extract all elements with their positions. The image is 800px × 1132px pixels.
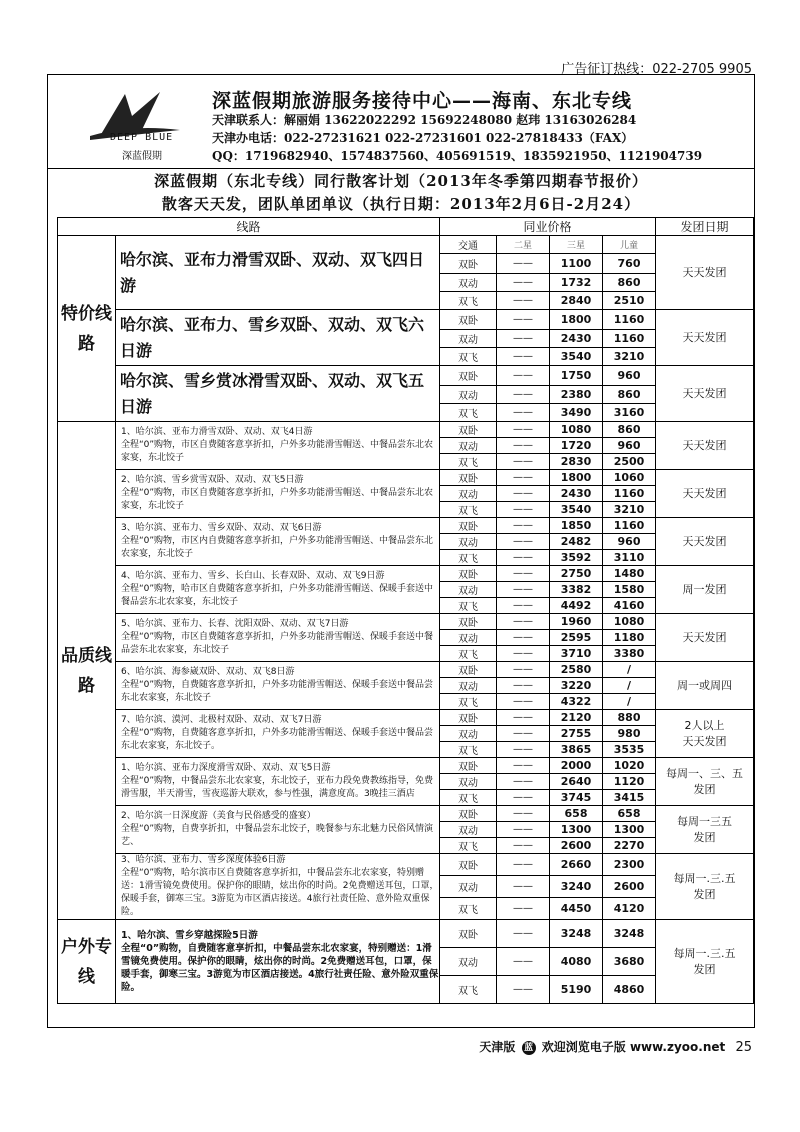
table-row — [58, 366, 754, 386]
two-star-cell: —— — [497, 726, 550, 742]
three-star-price: 3540 — [550, 348, 603, 366]
child-price: 960 — [603, 534, 656, 550]
child-price: 1160 — [603, 330, 656, 348]
child-price: 3110 — [603, 550, 656, 566]
depart-text: 每周一.三.五 发团 — [656, 854, 754, 920]
child-price: 960 — [603, 366, 656, 386]
two-star-cell: —— — [497, 710, 550, 726]
three-star-price: 1800 — [550, 470, 603, 486]
two-star-cell: —— — [497, 742, 550, 758]
two-star-cell: —— — [497, 614, 550, 630]
three-star-price: 1800 — [550, 310, 603, 330]
three-star-price: 4450 — [550, 898, 603, 920]
child-price: 860 — [603, 386, 656, 404]
header-price: 同业价格 — [440, 218, 656, 236]
transport-cell: 双飞 — [440, 838, 497, 854]
route-text: 1、哈尔滨、雪乡穿越探险5日游 全程“0”购物，自费随客意享折扣，中餐品尝东北农家宴，特别赠送：1滑雪镜免费使用。保护你的眼睛，炫出你的时尚。2免费赠送耳包，口罩，保暖手套，御寒三宝。3游览为市区酒店接送。4旅行社责任险、意外险双重保险。 — [116, 920, 440, 1004]
three-star-price: 4322 — [550, 694, 603, 710]
transport-cell: 双动 — [440, 386, 497, 404]
two-star-cell: —— — [497, 550, 550, 566]
contact-line: 天津联系人：解丽娟 13622022292 15692248080 赵玮 13163026284 — [212, 113, 637, 127]
depart-text: 天天发团 — [656, 422, 754, 470]
child-price: 2270 — [603, 838, 656, 854]
route-text: 5、哈尔滨、亚布力、长春、沈阳双卧、双动、双飞7日游 全程“0”购物，市区自费随客意享折扣，户外多功能滑雪帽送、保暖手套送中餐品尝东北农家宴，东北饺子 — [116, 614, 440, 662]
two-star-cell: —— — [497, 386, 550, 404]
child-price: 1120 — [603, 774, 656, 790]
child-price: 4860 — [603, 976, 656, 1004]
three-star-price: 3248 — [550, 920, 603, 948]
three-star-price: 1960 — [550, 614, 603, 630]
child-price: 2510 — [603, 292, 656, 310]
child-price: 3535 — [603, 742, 656, 758]
child-price: 1480 — [603, 566, 656, 582]
depart-text: 每周一、三、五 发团 — [656, 758, 754, 806]
two-star-cell: —— — [497, 534, 550, 550]
transport-cell: 双飞 — [440, 550, 497, 566]
child-price: 1020 — [603, 758, 656, 774]
two-star-cell: —— — [497, 694, 550, 710]
transport-cell: 双飞 — [440, 742, 497, 758]
transport-cell: 双动 — [440, 678, 497, 694]
child-price: 1080 — [603, 614, 656, 630]
two-star-cell: —— — [497, 274, 550, 292]
transport-cell: 双卧 — [440, 614, 497, 630]
plan-subtitle: 散客天天发，团队单团单议（执行日期：2013年2月6日-2月24） — [161, 195, 641, 213]
transport-cell: 双飞 — [440, 898, 497, 920]
child-price: / — [603, 662, 656, 678]
transport-cell: 双卧 — [440, 806, 497, 822]
brand-title: 深蓝假期旅游服务接待中心——海南、东北专线 — [212, 90, 633, 112]
child-price: 1160 — [603, 310, 656, 330]
header-two-star: 二星 — [497, 236, 550, 254]
two-star-cell: —— — [497, 348, 550, 366]
route-text: 1、哈尔滨、亚布力深度滑雪双卧、双动、双飞5日游 全程“0”购物，中餐品尝东北农家宴，东北饺子，亚布力段免费教练指导，免费滑雪服，半天滑雪，雪夜巡游大联欢，参与性强，满意度高。3晚挂三酒店 — [116, 758, 440, 806]
transport-cell: 双动 — [440, 726, 497, 742]
child-price: 760 — [603, 254, 656, 274]
qq-line: QQ：1719682940、1574837560、405691519、1835921950、1121904739 — [212, 149, 703, 163]
transport-cell: 双动 — [440, 876, 497, 898]
table-row — [58, 758, 754, 774]
three-star-price: 2580 — [550, 662, 603, 678]
header-depart: 发团日期 — [656, 218, 754, 236]
transport-cell: 双卧 — [440, 920, 497, 948]
transport-cell: 双飞 — [440, 404, 497, 422]
three-star-price: 2840 — [550, 292, 603, 310]
route-text: 4、哈尔滨、亚布力、雪乡、长白山、长春双卧、双动、双飞9日游 全程“0”购物，哈市区自费随客意享折扣，户外多功能滑雪帽送、保暖手套送中餐品尝东北农家宴，东北饺子 — [116, 566, 440, 614]
three-star-price: 1850 — [550, 518, 603, 534]
three-star-price: 3382 — [550, 582, 603, 598]
child-price: 860 — [603, 274, 656, 292]
child-price: 1160 — [603, 486, 656, 502]
plan-title: 深蓝假期（东北专线）同行散客计划（2013年冬季第四期春节报价） — [154, 172, 648, 190]
transport-cell: 双卧 — [440, 470, 497, 486]
three-star-price: 5190 — [550, 976, 603, 1004]
child-price: 980 — [603, 726, 656, 742]
three-star-price: 3220 — [550, 678, 603, 694]
child-price: / — [603, 678, 656, 694]
two-star-cell: —— — [497, 854, 550, 876]
logo-english: DEEP BLUE — [110, 132, 174, 143]
transport-cell: 双飞 — [440, 348, 497, 366]
transport-cell: 双卧 — [440, 710, 497, 726]
transport-cell: 双飞 — [440, 292, 497, 310]
three-star-price: 2660 — [550, 854, 603, 876]
deep-blue-logo-icon — [70, 86, 190, 156]
route-text: 哈尔滨、雪乡赏冰滑雪双卧、双动、双飞五日游 — [116, 366, 440, 422]
child-price: 3248 — [603, 920, 656, 948]
two-star-cell: —— — [497, 646, 550, 662]
three-star-price: 2750 — [550, 566, 603, 582]
transport-cell: 双卧 — [440, 518, 497, 534]
table-row — [58, 310, 754, 330]
two-star-cell: —— — [497, 598, 550, 614]
child-price: 4120 — [603, 898, 656, 920]
three-star-price: 3865 — [550, 742, 603, 758]
two-star-cell: —— — [497, 310, 550, 330]
table-row — [58, 662, 754, 678]
two-star-cell: —— — [497, 486, 550, 502]
transport-cell: 双动 — [440, 948, 497, 976]
transport-cell: 双动 — [440, 534, 497, 550]
two-star-cell: —— — [497, 366, 550, 386]
table-row — [58, 806, 754, 822]
depart-text: 天天发团 — [656, 366, 754, 422]
two-star-cell: —— — [497, 876, 550, 898]
transport-cell: 双动 — [440, 822, 497, 838]
three-star-price: 2640 — [550, 774, 603, 790]
header-child: 儿童 — [603, 236, 656, 254]
transport-cell: 双动 — [440, 630, 497, 646]
depart-text: 天天发团 — [656, 518, 754, 566]
transport-cell: 双飞 — [440, 790, 497, 806]
two-star-cell: —— — [497, 630, 550, 646]
route-text: 7、哈尔滨、漠河、北极村双卧、双动、双飞7日游 全程“0”购物，自费随客意享折扣，户外多功能滑雪帽送、保暖手套送中餐品尝东北农家宴，东北饺子。 — [116, 710, 440, 758]
three-star-price: 1720 — [550, 438, 603, 454]
three-star-price: 1750 — [550, 366, 603, 386]
category-outdoor: 户外专线 — [58, 920, 116, 1004]
two-star-cell: —— — [497, 662, 550, 678]
three-star-price: 3592 — [550, 550, 603, 566]
transport-cell: 双飞 — [440, 454, 497, 470]
footer — [479, 1038, 752, 1055]
table-row — [58, 920, 754, 948]
three-star-price: 2755 — [550, 726, 603, 742]
footer-edition: 天津版 — [479, 1040, 516, 1054]
transport-cell: 双飞 — [440, 976, 497, 1004]
depart-text: 2人以上 天天发团 — [656, 710, 754, 758]
child-price: 3210 — [603, 502, 656, 518]
child-price: 3415 — [603, 790, 656, 806]
three-star-price: 2380 — [550, 386, 603, 404]
three-star-price: 2430 — [550, 486, 603, 502]
depart-text: 天天发团 — [656, 310, 754, 366]
three-star-price: 4492 — [550, 598, 603, 614]
three-star-price: 1300 — [550, 822, 603, 838]
two-star-cell: —— — [497, 678, 550, 694]
three-star-price: 2830 — [550, 454, 603, 470]
two-star-cell: —— — [497, 822, 550, 838]
two-star-cell: —— — [497, 920, 550, 948]
transport-cell: 双飞 — [440, 502, 497, 518]
three-star-price: 4080 — [550, 948, 603, 976]
child-price: 1060 — [603, 470, 656, 486]
child-price: 3210 — [603, 348, 656, 366]
route-text: 2、哈尔滨一日深度游（美食与民俗感受的盛宴） 全程“0”购物，自费享折扣，中餐品尝东北饺子，晚餐参与东北魅力民俗风情演艺、 — [116, 806, 440, 854]
badge-icon: 蓝 — [522, 1041, 536, 1055]
category-special: 特价线路 — [58, 236, 116, 422]
route-text: 哈尔滨、亚布力滑雪双卧、双动、双飞四日游 — [116, 236, 440, 310]
transport-cell: 双卧 — [440, 662, 497, 678]
three-star-price: 3540 — [550, 502, 603, 518]
child-price: 2300 — [603, 854, 656, 876]
two-star-cell: —— — [497, 790, 550, 806]
three-star-price: 2430 — [550, 330, 603, 348]
child-price: 3380 — [603, 646, 656, 662]
two-star-cell: —— — [497, 438, 550, 454]
route-text: 1、哈尔滨、亚布力滑雪双卧、双动、双飞4日游 全程“0”购物，市区自费随客意享折扣，户外多功能滑雪帽送、中餐品尝东北农家宴，东北饺子 — [116, 422, 440, 470]
child-price: 658 — [603, 806, 656, 822]
table-row — [58, 236, 754, 254]
three-star-price: 3240 — [550, 876, 603, 898]
child-price: 4160 — [603, 598, 656, 614]
two-star-cell: —— — [497, 976, 550, 1004]
table-row — [58, 710, 754, 726]
two-star-cell: —— — [497, 758, 550, 774]
transport-cell: 双飞 — [440, 598, 497, 614]
header-three-star: 三星 — [550, 236, 603, 254]
depart-text: 周一或周四 — [656, 662, 754, 710]
phone-line: 天津办电话：022-27231621 022-27231601 022-27818433（FAX） — [212, 131, 634, 145]
two-star-cell: —— — [497, 502, 550, 518]
child-price: 3160 — [603, 404, 656, 422]
price-table-body — [58, 236, 754, 1004]
two-star-cell: —— — [497, 582, 550, 598]
route-text: 哈尔滨、亚布力、雪乡双卧、双动、双飞六日游 — [116, 310, 440, 366]
table-row — [58, 566, 754, 582]
child-price: 1160 — [603, 518, 656, 534]
three-star-price: 2595 — [550, 630, 603, 646]
table-row — [58, 422, 754, 438]
child-price: 960 — [603, 438, 656, 454]
child-price: 3680 — [603, 948, 656, 976]
three-star-price: 3490 — [550, 404, 603, 422]
header-transport: 交通 — [440, 236, 497, 254]
child-price: 860 — [603, 422, 656, 438]
page-number: 25 — [735, 1040, 752, 1055]
two-star-cell: —— — [497, 774, 550, 790]
transport-cell: 双卧 — [440, 254, 497, 274]
transport-cell: 双动 — [440, 274, 497, 292]
transport-cell: 双卧 — [440, 854, 497, 876]
three-star-price: 1732 — [550, 274, 603, 292]
price-table — [57, 217, 754, 1004]
table-row — [58, 470, 754, 486]
transport-cell: 双动 — [440, 582, 497, 598]
route-text: 2、哈尔滨、雪乡赏雪双卧、双动、双飞5日游 全程“0”购物，市区自费随客意享折扣，户外多功能滑雪帽送、中餐品尝东北农家宴，东北饺子 — [116, 470, 440, 518]
child-price: 2600 — [603, 876, 656, 898]
two-star-cell: —— — [497, 330, 550, 348]
two-star-cell: —— — [497, 838, 550, 854]
child-price: 1580 — [603, 582, 656, 598]
table-row — [58, 614, 754, 630]
child-price: 2500 — [603, 454, 656, 470]
two-star-cell: —— — [497, 518, 550, 534]
table-row — [58, 518, 754, 534]
transport-cell: 双卧 — [440, 566, 497, 582]
transport-cell: 双卧 — [440, 422, 497, 438]
two-star-cell: —— — [497, 470, 550, 486]
ad-hotline: 广告征订热线：022-2705 9905 — [561, 62, 752, 77]
two-star-cell: —— — [497, 422, 550, 438]
transport-cell: 双动 — [440, 330, 497, 348]
three-star-price: 1100 — [550, 254, 603, 274]
depart-text: 周一发团 — [656, 566, 754, 614]
depart-text: 每周一.三.五 发团 — [656, 920, 754, 1004]
transport-cell: 双飞 — [440, 646, 497, 662]
header-route: 线路 — [58, 218, 440, 236]
transport-cell: 双卧 — [440, 758, 497, 774]
two-star-cell: —— — [497, 898, 550, 920]
depart-text: 天天发团 — [656, 470, 754, 518]
child-price: 1300 — [603, 822, 656, 838]
two-star-cell: —— — [497, 292, 550, 310]
logo-chinese: 深蓝假期 — [122, 151, 162, 162]
two-star-cell: —— — [497, 254, 550, 274]
transport-cell: 双卧 — [440, 366, 497, 386]
route-text: 3、哈尔滨、亚布力、雪乡双卧、双动、双飞6日游 全程“0”购物，市区内自费随客意享折扣，户外多功能滑雪帽送、中餐品尝东北农家宴，东北饺子 — [116, 518, 440, 566]
three-star-price: 2600 — [550, 838, 603, 854]
three-star-price: 658 — [550, 806, 603, 822]
child-price: 880 — [603, 710, 656, 726]
two-star-cell: —— — [497, 806, 550, 822]
two-star-cell: —— — [497, 454, 550, 470]
child-price: / — [603, 694, 656, 710]
transport-cell: 双飞 — [440, 694, 497, 710]
transport-cell: 双卧 — [440, 310, 497, 330]
two-star-cell: —— — [497, 404, 550, 422]
transport-cell: 双动 — [440, 774, 497, 790]
two-star-cell: —— — [497, 566, 550, 582]
three-star-price: 1080 — [550, 422, 603, 438]
depart-text: 天天发团 — [656, 614, 754, 662]
three-star-price: 2000 — [550, 758, 603, 774]
two-star-cell: —— — [497, 948, 550, 976]
child-price: 1180 — [603, 630, 656, 646]
depart-text: 每周一三五 发团 — [656, 806, 754, 854]
three-star-price: 2120 — [550, 710, 603, 726]
three-star-price: 3745 — [550, 790, 603, 806]
transport-cell: 双动 — [440, 438, 497, 454]
depart-text: 天天发团 — [656, 236, 754, 310]
three-star-price: 2482 — [550, 534, 603, 550]
footer-slogan[interactable]: 欢迎浏览电子版 www.zyoo.net — [541, 1040, 726, 1054]
route-text: 3、哈尔滨、亚布力、雪乡深度体验6日游 全程“0”购物，哈尔滨市区自费随客意享折扣，中餐品尝东北农家宴，特别赠送：1滑雪镜免费使用。保护你的眼睛，炫出你的时尚。2免费赠送耳包，口罩，保暖手套，御寒三宝。3游览为市区酒店接送。4旅行社责任险、意外险双重保险。 — [116, 854, 440, 920]
three-star-price: 3710 — [550, 646, 603, 662]
table-row — [58, 854, 754, 876]
transport-cell: 双动 — [440, 486, 497, 502]
route-text: 6、哈尔滨、海参崴双卧、双动、双飞8日游 全程“0”购物，自费随客意享折扣，户外多功能滑雪帽送、保暖手套送中餐品尝东北农家宴，东北饺子 — [116, 662, 440, 710]
category-quality: 品质线路 — [58, 422, 116, 920]
